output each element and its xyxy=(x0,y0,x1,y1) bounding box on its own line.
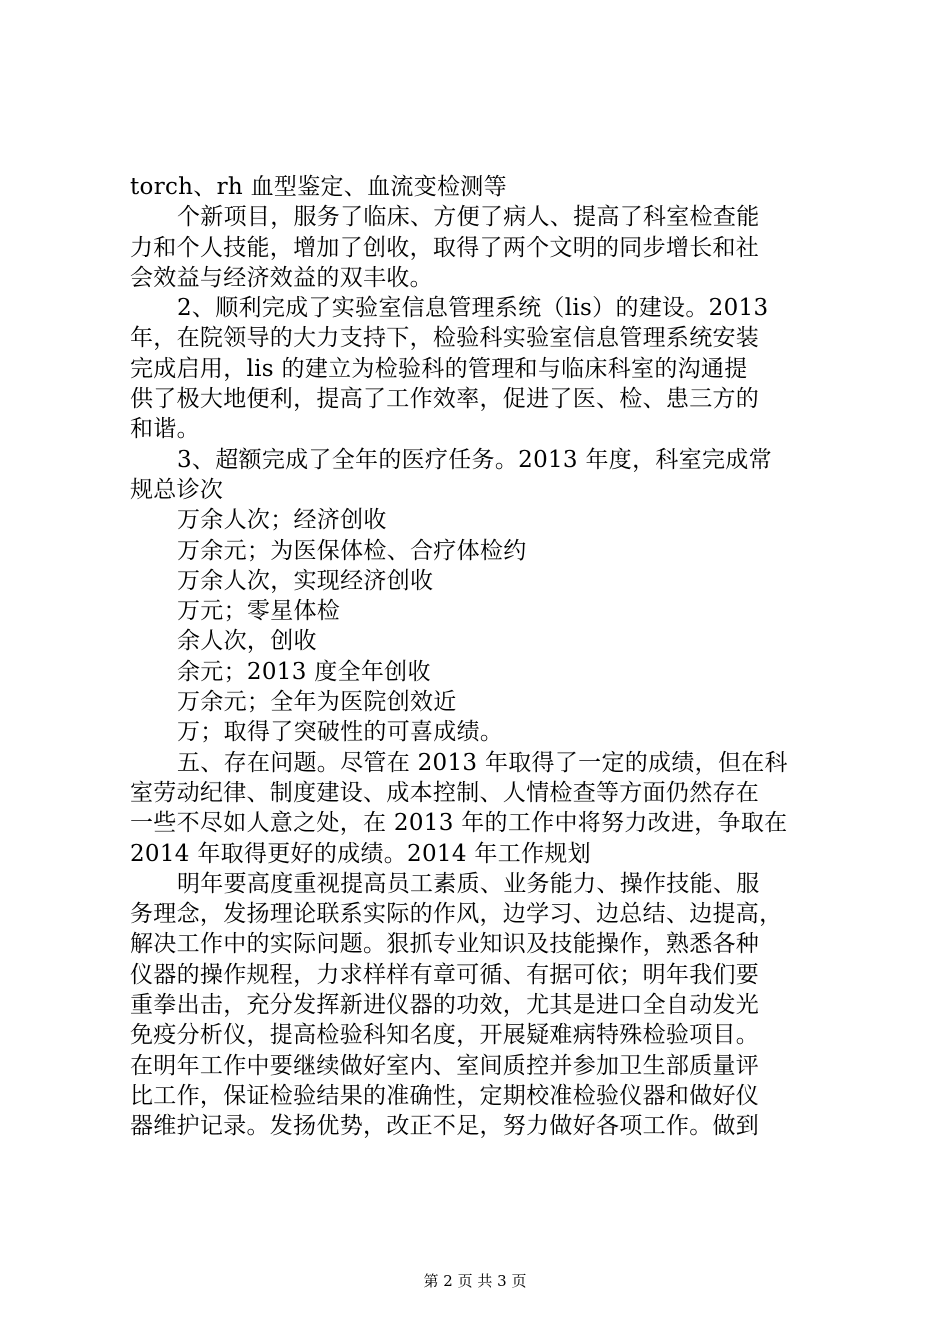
page-footer: 第 2 页 共 3 页 xyxy=(423,1272,527,1290)
text-line: torch、rh 血型鉴定、血流变检测等 xyxy=(130,174,507,200)
document-body xyxy=(130,172,840,1142)
text-line: 3、超额完成了全年的医疗任务。2013 年度，科室完成常 xyxy=(177,446,772,473)
text-line: 务理念，发扬理论联系实际的作风，边学习、边总结、边提高， xyxy=(130,901,783,928)
text-line: 会效益与经济效益的双丰收。 xyxy=(130,264,433,291)
text-line: 比工作，保证检验结果的准确性，定期校准检验仪器和做好仪 xyxy=(130,1082,760,1109)
text-line: 五、存在问题。尽管在 2013 年取得了一定的成绩，但在科 xyxy=(177,749,788,776)
text-line: 供了极大地便利，提高了工作效率，促进了医、检、患三方的 xyxy=(130,386,760,413)
text-line: 明年要高度重视提高员工素质、业务能力、操作技能、服 xyxy=(177,870,760,897)
text-line: 余人次，创收 xyxy=(177,628,317,655)
text-line: 解决工作中的实际问题。狠抓专业知识及技能操作，熟悉各种 xyxy=(130,931,760,958)
text-line: 万余元；为医保体检、合疗体检约 xyxy=(177,537,527,564)
text-line: 和谐。 xyxy=(130,416,200,443)
text-line: 规总诊次 xyxy=(130,476,224,503)
text-line: 器维护记录。发扬优势，改正不足，努力做好各项工作。做到 xyxy=(130,1113,760,1140)
text-line: 重拳出击，充分发挥新进仪器的功效，尤其是进口全自动发光 xyxy=(130,992,760,1019)
text-line: 力和个人技能，增加了创收，取得了两个文明的同步增长和社 xyxy=(130,234,760,261)
text-line: 个新项目，服务了临床、方便了病人、提高了科室检查能 xyxy=(177,204,760,231)
text-line: 万余人次；经济创收 xyxy=(177,507,387,534)
text-line: 完成启用，lis 的建立为检验科的管理和与临床科室的沟通提 xyxy=(130,355,748,382)
text-line: 2、顺利完成了实验室信息管理系统（lis）的建设。2013 xyxy=(177,295,769,322)
text-line: 万；取得了突破性的可喜成绩。 xyxy=(177,719,504,746)
text-line: 室劳动纪律、制度建设、成本控制、人情检查等方面仍然存在 xyxy=(130,779,760,806)
text-line: 年，在院领导的大力支持下，检验科实验室信息管理系统安装 xyxy=(130,325,760,352)
text-line: 万余人次，实现经济创收 xyxy=(177,567,434,594)
text-line: 仪器的操作规程，力求样样有章可循、有据可依；明年我们要 xyxy=(130,961,760,988)
text-line: 万余元；全年为医院创效近 xyxy=(177,689,457,716)
text-line: 在明年工作中要继续做好室内、室间质控并参加卫生部质量评 xyxy=(130,1052,760,1079)
text-line: 万元；零星体检 xyxy=(177,598,341,625)
text-line: 一些不尽如人意之处，在 2013 年的工作中将努力改进，争取在 xyxy=(130,810,788,837)
text-line: 免疫分析仪，提高检验科知名度，开展疑难病特殊检验项目。 xyxy=(130,1022,760,1049)
text-line: 2014 年取得更好的成绩。2014 年工作规划 xyxy=(130,840,591,867)
text-line: 余元；2013 度全年创收 xyxy=(177,658,431,685)
